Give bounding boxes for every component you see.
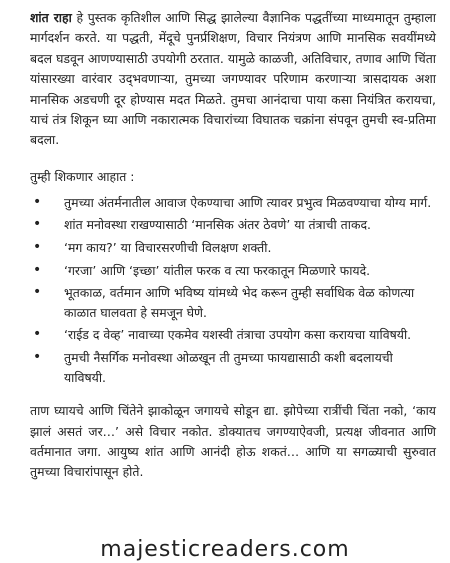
bullet-icon: • [33,216,42,233]
list-item-text: तुमची नैसर्गिक मनोवस्था ओळखून ती तुमच्या फायद्यासाठी कशी बदलायची याविषयी. [64,350,393,385]
closing-paragraph: ताण घ्यायचे आणि चिंतेने झाकोळून जगायचे सोडून द्या. झोपेच्या रात्रींची चिंता नको, ‘काय झालं असतं जर…’ असे विचार नकोत. डोक्यातच जगण्याऐवजी, प्रत्यक्ष जीवनात आणि वर्तमानात जगा. आयुष्य शांत आणि आनंदी होऊ शकतं… आणि या सगळ्याची सुरुवात तुमच्या विचारांपासून होते. [30,403,436,480]
list-item-text: ‘गरजा’ आणि ‘इच्छा’ यांतील फरक व त्या फरकातून मिळणारे फायदे. [64,262,371,278]
list-item [30,348,436,387]
watermark-text: majesticreaders.com [100,537,350,562]
list-item [30,215,436,235]
list-item-text: ‘मग काय?’ या विचारसरणीची विलक्षण शक्ती. [64,240,272,256]
list-item [30,193,436,213]
book-title: शांत राहा [30,10,72,25]
bullet-icon: • [33,284,42,301]
list-item-text: तुमच्या अंतर्मनातील आवाज ऐकण्याचा आणि त्यावर प्रभुत्व मिळवण्याचा योग्य मार्ग. [64,194,432,210]
list-item [30,261,436,281]
list-item-text: ‘राईड द वेव्ह’ नावाच्या एकमेव यशस्वी तंत्राचा उपयोग कसा करायचा याविषयी. [64,327,412,343]
learning-list [30,193,436,387]
bullet-icon: • [33,239,42,256]
intro-paragraph [30,8,436,151]
learn-heading: तुम्ही शिकणार आहात : [30,168,135,184]
intro-text: हे पुस्तक कृतिशील आणि सिद्ध झालेल्या वैज्ञानिक पद्धतींच्या माध्यमातून तुम्हाला मार्गदर्शन करते. या पद्धती, मेंदूचे पुनर्प्रशिक्षण, विचार नियंत्रण आणि मानसिक सवयींमध्ये बदल घडवून आणण्यासाठी उपयोगी ठरतात. यामुळे काळजी, अतिविचार, तणाव आणि चिंता यांसारख्या वारंवार उद्‌भवणाऱ्या, तुमच्या जगण्यावर परिणाम करणाऱ्या त्रासदायक अशा मानसिक अडचणी दूर होण्यास मदत मिळते. तुमचा आनंदाचा पाया कसा नियंत्रित करायचा, याचं तंत्र शिकून घ्या आणि नकारात्मक विचारांच्या विघातक चक्रांना संपवून तुमची स्व-प्रतिमा बदला. [30,10,436,148]
list-item-text: शांत मनोवस्था राखण्यासाठी ‘मानसिक अंतर ठेवणे’ या तंत्राची ताकद. [64,217,371,233]
bullet-icon: • [33,326,42,343]
bullet-icon: • [33,261,42,278]
bullet-icon: • [33,349,42,365]
list-item [30,325,436,345]
bullet-icon: • [33,193,42,210]
list-item [30,238,436,258]
list-item [30,283,436,322]
list-item-text: भूतकाळ, वर्तमान आणि भविष्य यांमध्ये भेद करून तुम्ही सर्वाधिक वेळ कोणत्या काळात घालवता हे समजून घेणे. [64,285,415,320]
